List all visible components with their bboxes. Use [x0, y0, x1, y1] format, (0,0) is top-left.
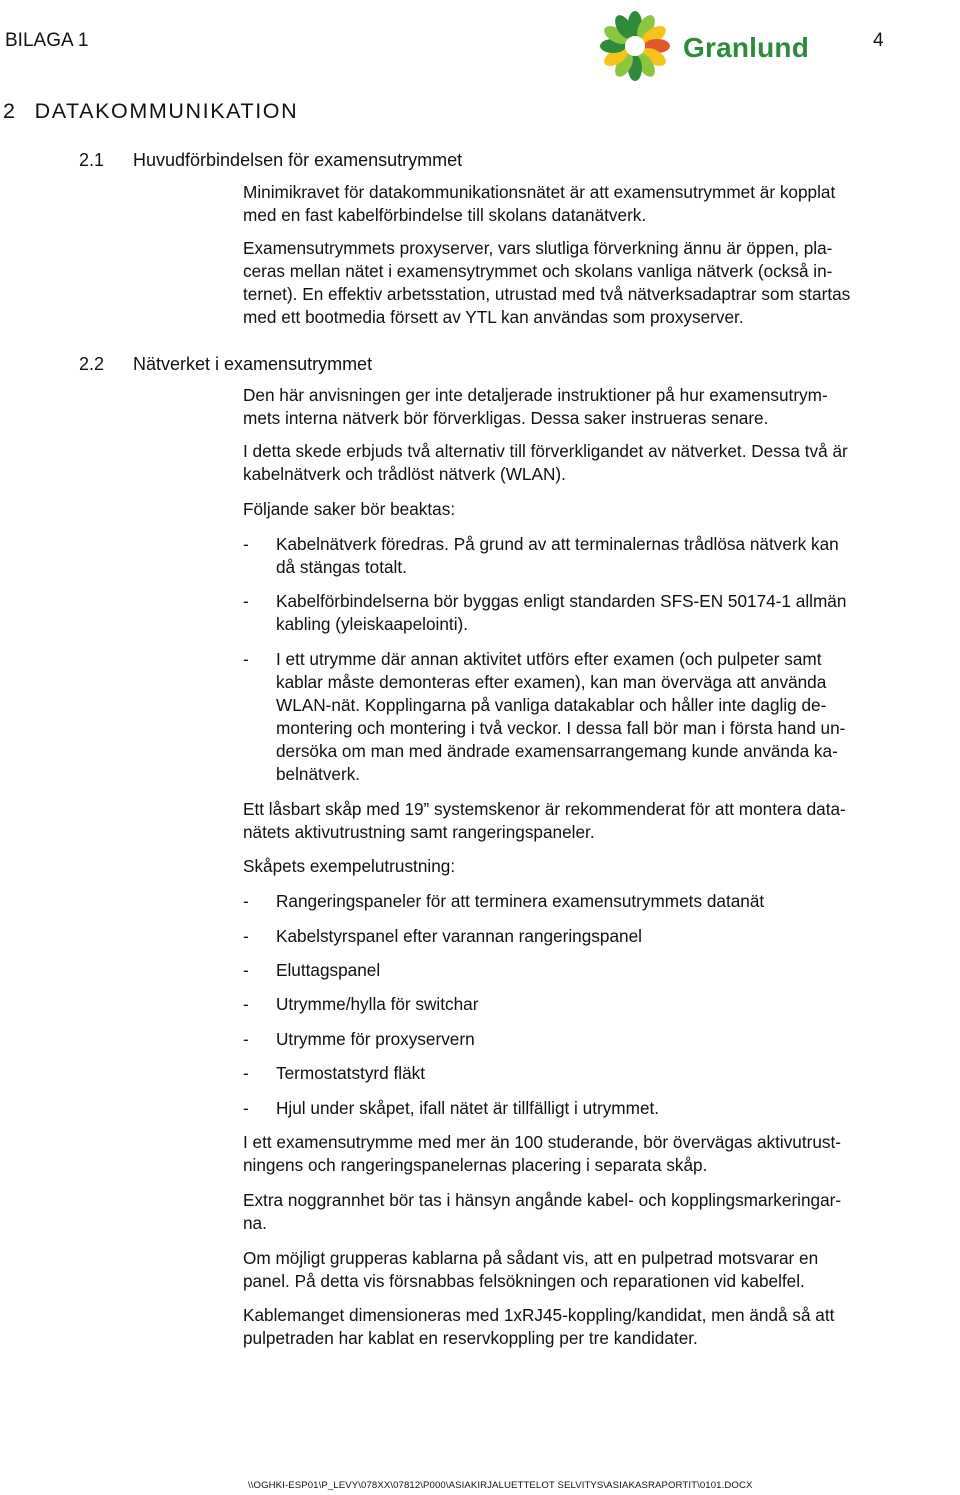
- page-number: 4: [873, 30, 884, 51]
- list-dash: -: [243, 534, 249, 554]
- section-title: Huvudförbindelsen för examensutrymmet: [133, 150, 463, 170]
- footer-file-path: \\OGHKI-ESP01\P_LEVY\078XX\07812\P000\ASIAKIRJALUETTELOT SELVITYS\ASIAKASRAPORTIT\0101.DOCX: [248, 1480, 753, 1491]
- granlund-logo: [592, 6, 810, 86]
- list-item: - Utrymme/hylla för switchar: [243, 994, 479, 1014]
- list-dash: -: [243, 1063, 249, 1083]
- section-body: [243, 1247, 960, 1293]
- paragraph: I detta skede erbjuds två alternativ till förverkligandet av nätverket. Dessa två är kabelnätverk och trådlöst nätverk (WLAN).: [243, 441, 848, 484]
- chapter-title: DATAKOMMUNIKATION: [34, 99, 299, 123]
- paragraph: I ett examensutrymme med mer än 100 studerande, bör övervägas aktivutrust- ningens och rangeringspanelernas placering i separata skåp.: [243, 1132, 842, 1175]
- section-title: Nätverket i examensutrymmet: [133, 354, 373, 374]
- paragraph: Följande saker bör beaktas:: [243, 499, 456, 519]
- granlund-logo-icon: [592, 6, 678, 86]
- list-dash: -: [243, 1029, 249, 1049]
- paragraph: Examensutrymmets proxyserver, vars slutliga förverkning ännu är öppen, pla- ceras mellan nätet i examensytrymmet och skolans vanliga nätverk (också in- ternet). En effektiv arbetsstation, utrustad med två nätverksadaptrar som startas med ett bootmedia försett av YTL kan användas som proxyserver.: [243, 238, 851, 327]
- section-number: 2.1: [79, 150, 105, 170]
- list-dash: -: [243, 649, 249, 669]
- paragraph: Om möjligt grupperas kablarna på sådant vis, att en pulpetrad motsvarar en panel. På detta vis försnabbas felsökningen och reparationen vid kabelfel.: [243, 1248, 819, 1291]
- paragraph: Kablemanget dimensioneras med 1xRJ45-koppling/kandidat, men ändå så att pulpetraden har kablat en reservkoppling per tre kandidater.: [243, 1305, 835, 1348]
- section-number: 2.2: [79, 354, 105, 374]
- list-item: - Kabelstyrspanel efter varannan rangeringspanel: [243, 926, 642, 946]
- section-body: [243, 855, 960, 878]
- list-dash: -: [243, 994, 249, 1014]
- section-body: [243, 384, 960, 430]
- logo-wordmark: Granlund: [683, 32, 810, 63]
- list-item: - Kabelnätverk föredras. På grund av att terminalernas trådlösa nätverk kan då stängas totalt.: [243, 534, 839, 577]
- paragraph: Skåpets exempelutrustning:: [243, 856, 456, 876]
- list-dash: -: [243, 1098, 249, 1118]
- section-body: [243, 237, 960, 329]
- paragraph: Minimikravet för datakommunikationsnätet är att examensutrymmet är kopplat med en fast kabelförbindelse till skolans datanätverk.: [243, 182, 836, 225]
- section-body: [243, 181, 960, 227]
- appendix-label: BILAGA 1: [5, 30, 89, 51]
- section-body: [243, 498, 960, 521]
- section-body: [243, 798, 960, 844]
- section-body: [243, 440, 960, 486]
- chapter-number: 2: [3, 99, 17, 123]
- paragraph: Den här anvisningen ger inte detaljerade instruktioner på hur examensutrym- mets interna nätverk bör förverkligas. Dessa saker instrueras senare.: [243, 385, 828, 428]
- list-dash: -: [243, 891, 249, 911]
- paragraph: Ett låsbart skåp med 19” systemskenor är rekommenderat för att montera data- nätets aktivutrustning samt rangeringspaneler.: [243, 799, 846, 842]
- list-item: - Kabelförbindelserna bör byggas enligt standarden SFS-EN 50174-1 allmän kabling (yleiskaapelointi).: [243, 591, 847, 634]
- section-body: [243, 1304, 960, 1350]
- list-dash: -: [243, 591, 249, 611]
- section-body: [243, 1189, 960, 1235]
- list-item: - Utrymme för proxyservern: [243, 1029, 475, 1049]
- paragraph: Extra noggrannhet bör tas i hänsyn angånde kabel- och kopplingsmarkeringar- na.: [243, 1190, 842, 1233]
- list-item: - Eluttagspanel: [243, 960, 381, 980]
- chapter-heading: [3, 99, 298, 124]
- list-dash: -: [243, 960, 249, 980]
- list-dash: -: [243, 926, 249, 946]
- list-item: - Rangeringspaneler för att terminera examensutrymmets datanät: [243, 891, 765, 911]
- list-item: - I ett utrymme där annan aktivitet utförs efter examen (och pulpeter samt kablar måste demonteras efter examen), kan man överväga att använda WLAN-nät. Kopplingarna på vanliga datakablar och håller inte daglig de- montering och montering i två veckor. I dessa fall bör man i första hand un- dersöka om man med ändrade examensarrangemang kunde använda ka- belnätverk.: [243, 649, 846, 784]
- list-item: - Hjul under skåpet, ifall nätet är tillfälligt i utrymmet.: [243, 1098, 660, 1118]
- list-item: - Termostatstyrd fläkt: [243, 1063, 425, 1083]
- section-body: [243, 1131, 960, 1177]
